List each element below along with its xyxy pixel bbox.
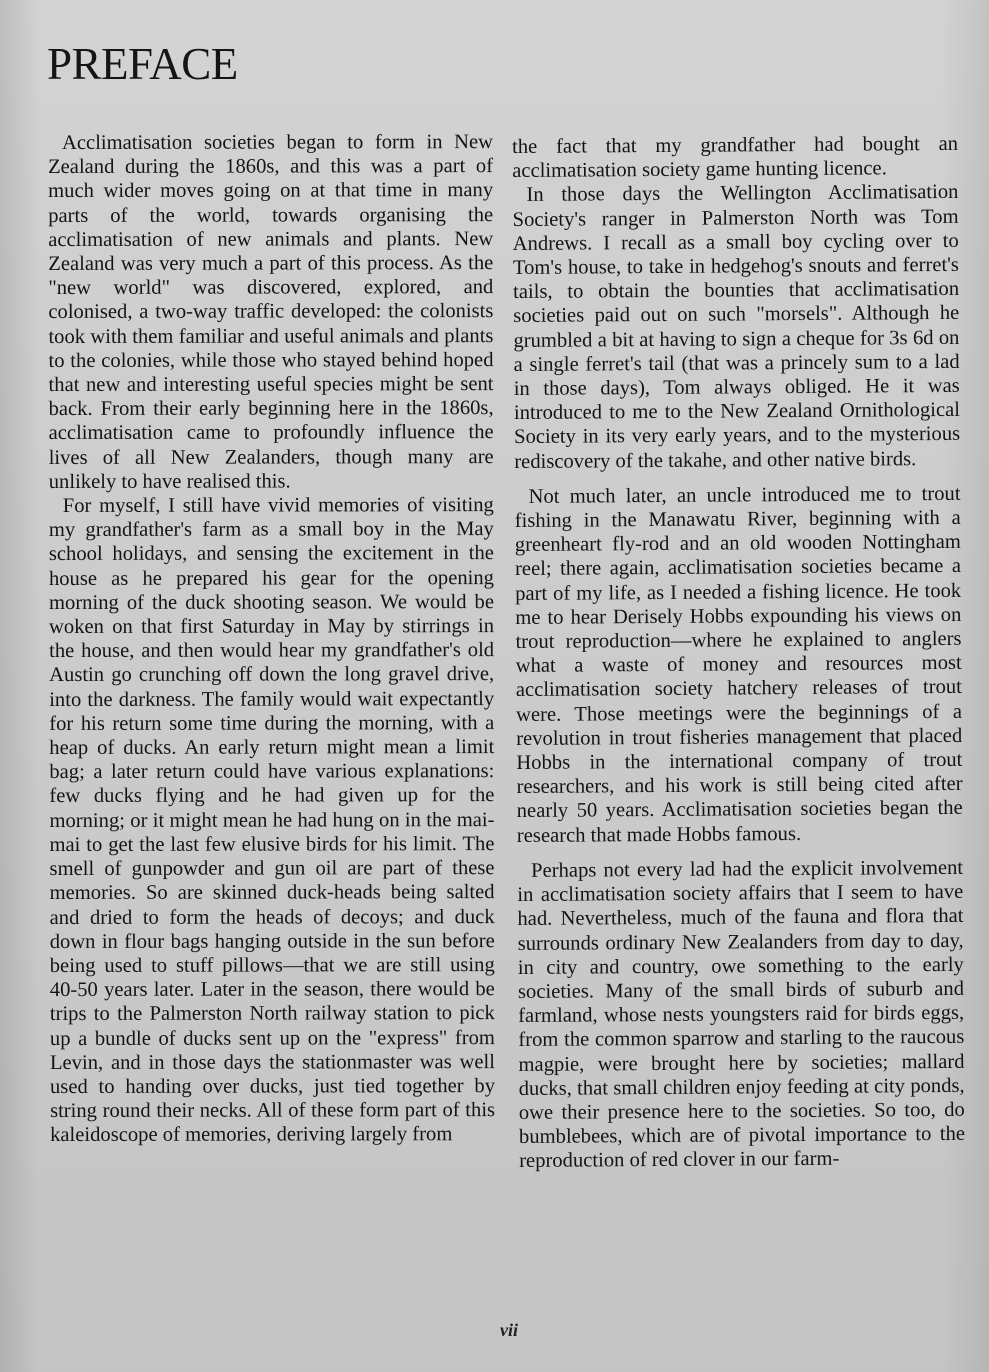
paragraph: the fact that my grandfather had bought an acclimatisation society game hunting licence. xyxy=(512,132,959,183)
paragraph: For myself, I still have vivid memories of visiting my grandfather's farm as a small boy in the May school holidays, and sensing the excitement in the house as he prepared his gear for the opening morning of the duck shooting season. We would be woken on that first Saturday in May by stirrings in the house, and then would hear my grandfather's old Austin go crunching off down the long gravel drive, into the darkness. The family would wait expectantly for his return some time during the morning, with a heap of ducks. An early return might mean a limit bag; a later return could have various explanations: few ducks flying and he had given up for the morning; or it might mean he had hung on in the mai-mai to get the last few elusive birds for his limit. The smell of gunpowder and gun oil are part of these memories. So are skinned duck-heads being salted and dried to form the heads of decoys; and duck down in flour bags hanging outside in the sun before being used to stuff pillows—that we are still using 40-50 years later. Later in the season, there would be trips to the Palmerston North railway station to pick up a bundle of ducks sent up on the "express" from Levin, and in those days the stationmaster was well used to handing over ducks, just tied together by string round their necks. All of these form part of this kaleidoscope of memories, deriving largely from xyxy=(48,494,496,1147)
paragraph: Not much later, an uncle introduced me to trout fishing in the Manawatu River, beginning with a greenheart fly-rod and an old wooden Nottingham reel; there again, acclimatisation societies became a part of my life, as I needed a fishing licence. He took me to hear Derisely Hobbs expounding his views on trout reproduction—where he explained to anglers what a waste of money and resources most acclimatisation society hatchery releases of trout were. Those meetings were the beginnings of a revolution in trout fisheries management that placed Hobbs in the international company of trout researchers, and his work is still being cited after nearly 50 years. Acclimatisation societies began the research that made Hobbs famous. xyxy=(514,482,963,847)
paragraph: Acclimatisation societies began to form in New Zealand during the 1860s, and this was a part of much wider moves going on at that time in many parts of the world, towards organising the acclimatisation of new animals and plants. New Zealand was very much a part of this process. As the "new world" was discovered, explored, and colonised, a two-way traffic developed: the colonists took with them familiar and useful animals and plants to the colonies, while those who stayed behind hoped that new and interesting useful species might be sent back. From their early beginning here in the 1860s, acclimatisation came to profoundly influence the lives of all New Zealanders, though many are unlikely to have realised this. xyxy=(48,131,494,493)
right-column xyxy=(512,132,965,1174)
paragraph: In those days the Wellington Acclimatisation Society's ranger in Palmerston North was Tom Andrews. I recall as a small boy cycling over to Tom's house, to take in hedgehog's snouts and ferret's tails, to obtain the bounties that acclimatisation societies paid out on such "morsels". Although he grumbled a bit at having to sign a cheque for 3s 6d on a single ferret's tail (that was a princely sum to a lad in those days), Tom always obliged. He it was introduced to me to the New Zealand Ornithological Society in its very early years, and to the mysterious rediscovery of the takahe, and other native birds. xyxy=(512,181,961,473)
paragraph: Perhaps not every lad had the explicit involvement in acclimatisation society affairs that I seem to have had. Nevertheless, much of the fauna and flora that surrounds ordinary New Zealanders from day to day, in city and country, owe something to the early societies. Many of the small birds of suburb and farmland, whose nests youngsters raid for birds eggs, from the common sparrow and starling to the raucous magpie, were brought here by societies; mallard ducks, that small children enjoy feeding at city ponds, owe their presence here to the societies. So too, do bumblebees, which are of pivotal importance to the reproduction of red clover in our farm- xyxy=(517,856,966,1173)
page-title: PREFACE xyxy=(47,39,238,89)
page-number: vii xyxy=(500,1320,518,1340)
show-through-text xyxy=(478,28,978,138)
left-column xyxy=(48,130,495,1147)
